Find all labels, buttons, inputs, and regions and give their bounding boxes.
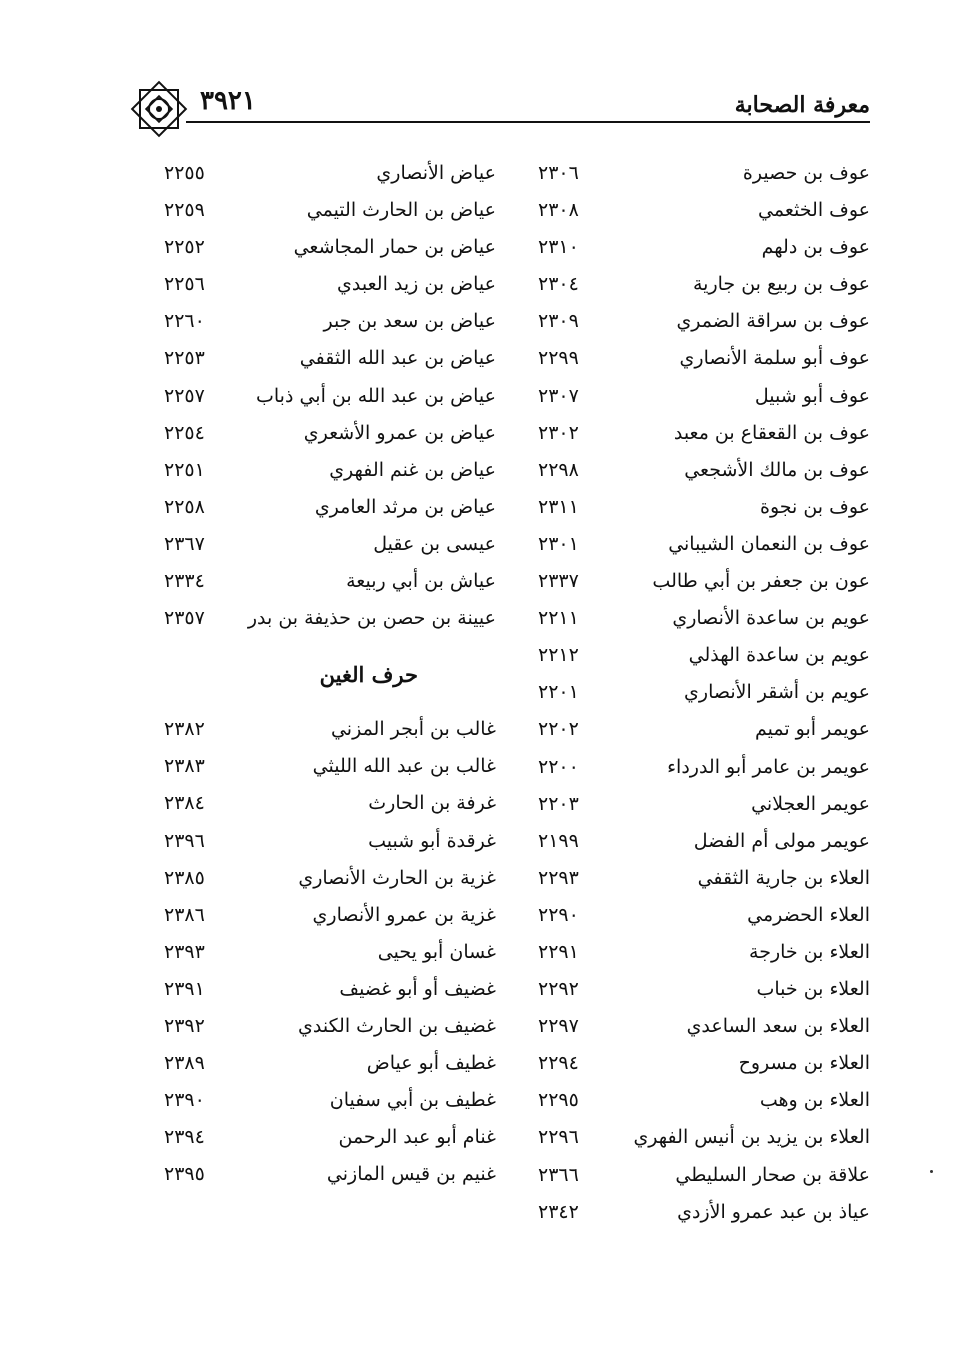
entry-number: ٢٢٥٣ bbox=[164, 347, 205, 370]
index-entry bbox=[130, 232, 500, 269]
entry-name: علاقة بن صحار السليطي bbox=[675, 1163, 870, 1186]
entry-name: عوف بن سراقة الضمري bbox=[676, 310, 870, 333]
index-entry bbox=[130, 1122, 500, 1159]
entry-number: ٢٣٥٧ bbox=[164, 607, 205, 630]
entry-number: ٢٣٩٥ bbox=[164, 1163, 205, 1186]
entry-name: عويم بن أشقر الأنصاري bbox=[684, 681, 870, 704]
entry-name: العلاء بن جارية الثقفي bbox=[697, 866, 870, 889]
index-entry bbox=[500, 677, 870, 714]
entry-name: عويم بن ساعدة الهذلي bbox=[688, 644, 870, 667]
entry-name: غطيف أبو عياض bbox=[366, 1052, 496, 1075]
index-entry bbox=[500, 158, 870, 195]
entry-number: ٢٣١١ bbox=[538, 495, 579, 518]
index-entry bbox=[500, 752, 870, 789]
entry-name: عويمر مولى أم الفضل bbox=[693, 829, 870, 852]
entry-number: ٢٢٩١ bbox=[538, 940, 579, 963]
entry-name: عياض بن عمرو الأشعري bbox=[303, 421, 496, 444]
entry-number: ٢٣٣٧ bbox=[538, 570, 579, 593]
index-entry bbox=[500, 1011, 870, 1048]
entry-number: ٢٢٩٦ bbox=[538, 1126, 579, 1149]
entry-number: ٢٣٨٦ bbox=[164, 903, 205, 926]
entry-name: غطيف بن أبي سفيان bbox=[329, 1089, 496, 1112]
entry-number: ٢٣٠٦ bbox=[538, 162, 579, 184]
entry-number: ٢٢٥٧ bbox=[164, 384, 205, 407]
index-entry bbox=[500, 195, 870, 232]
page-title: معرفة الصحابة bbox=[734, 92, 870, 118]
entry-number: ٢٢٥٩ bbox=[164, 199, 205, 222]
index-entry bbox=[130, 863, 500, 900]
index-entry bbox=[500, 1048, 870, 1085]
index-entry bbox=[130, 900, 500, 937]
entry-number: ٢٢٥٦ bbox=[164, 273, 205, 296]
entry-number: ٢٢١٢ bbox=[538, 644, 579, 667]
index-entry bbox=[130, 343, 500, 380]
entry-number: ٢٣٩١ bbox=[164, 977, 205, 1000]
entry-number: ٢٢٩٢ bbox=[538, 978, 579, 1001]
entry-number: ٢٢١١ bbox=[538, 607, 579, 630]
header-rule bbox=[186, 121, 870, 123]
index-entry bbox=[130, 1048, 500, 1085]
index-entry bbox=[500, 1197, 870, 1234]
entry-number: ٢٢٥٤ bbox=[164, 421, 205, 444]
entry-name: عون بن جعفر بن أبي طالب bbox=[652, 570, 870, 593]
entry-number: ٢٣٠٢ bbox=[538, 421, 579, 444]
index-entry bbox=[500, 529, 870, 566]
entry-name: عياض الأنصاري bbox=[376, 162, 496, 184]
index-entry bbox=[500, 1160, 870, 1197]
entry-number: ٢٣٩٢ bbox=[164, 1014, 205, 1037]
entry-name: العلاء بن مسروح bbox=[738, 1052, 870, 1075]
index-entry bbox=[130, 306, 500, 343]
index-entry bbox=[130, 381, 500, 418]
entry-name: عويمر بن عامر أبو الدرداء bbox=[667, 755, 870, 778]
entry-number: ٢٢٩٨ bbox=[538, 458, 579, 481]
entry-number: ٢٣٩٤ bbox=[164, 1126, 205, 1149]
entry-number: ٢٢٠٠ bbox=[538, 755, 579, 778]
entry-number: ٢٣٠٤ bbox=[538, 273, 579, 296]
index-entry bbox=[500, 492, 870, 529]
index-entry bbox=[130, 529, 500, 566]
entry-number: ٢٣٩٣ bbox=[164, 940, 205, 963]
stray-mark bbox=[930, 1170, 933, 1173]
entry-number: ٢٢٠٢ bbox=[538, 718, 579, 741]
entry-name: عياش بن أبي ربيعة bbox=[346, 570, 496, 593]
page-number: ٣٩٢١ bbox=[200, 86, 256, 116]
index-entry bbox=[500, 232, 870, 269]
entry-number: ٢٣٠١ bbox=[538, 532, 579, 555]
section-heading bbox=[130, 640, 500, 714]
entry-name: عياض بن عبد الله الثقفي bbox=[299, 347, 496, 370]
entry-name: عياذ بن عبد عمرو الأزدي bbox=[677, 1200, 870, 1223]
index-entry bbox=[130, 418, 500, 455]
entry-name: عياض بن سعد بن جبر bbox=[323, 310, 496, 333]
left-index-column bbox=[130, 158, 500, 1196]
index-entry bbox=[500, 826, 870, 863]
index-entry bbox=[500, 306, 870, 343]
index-entry bbox=[130, 566, 500, 603]
index-entry bbox=[500, 1122, 870, 1159]
index-entry bbox=[130, 751, 500, 788]
entry-name: عياض بن غنم الفهري bbox=[329, 458, 496, 481]
section-heading-title: حرف الغين bbox=[319, 662, 418, 688]
entry-name: غنام أبو عبد الرحمن bbox=[338, 1126, 496, 1149]
entry-name: غزية بن الحارث الأنصاري bbox=[298, 866, 496, 889]
entry-number: ٢٣٤٢ bbox=[538, 1200, 579, 1223]
index-entry bbox=[130, 714, 500, 751]
entry-number: ٢٢٩٠ bbox=[538, 903, 579, 926]
entry-number: ٢٣١٠ bbox=[538, 236, 579, 259]
entry-number: ٢٢٠١ bbox=[538, 681, 579, 704]
index-entry bbox=[500, 714, 870, 751]
index-entry bbox=[500, 566, 870, 603]
entry-number: ٢٣٨٥ bbox=[164, 866, 205, 889]
entry-name: غضيف أو أبو غضيف bbox=[339, 977, 496, 1000]
index-entry bbox=[130, 603, 500, 640]
index-entry bbox=[130, 788, 500, 825]
entry-name: غزية بن عمرو الأنصاري bbox=[312, 903, 496, 926]
index-entry bbox=[130, 455, 500, 492]
index-entry bbox=[130, 158, 500, 195]
index-entry bbox=[500, 900, 870, 937]
entry-number: ٢٢٥١ bbox=[164, 458, 205, 481]
entry-name: عياض بن عبد الله بن أبي ذباب bbox=[256, 384, 496, 407]
right-index-column bbox=[500, 158, 870, 1234]
entry-number: ٢٣٠٧ bbox=[538, 384, 579, 407]
entry-name: عياض بن حمار المجاشعي bbox=[293, 236, 496, 259]
index-entry bbox=[500, 269, 870, 306]
entry-number: ٢٣٨٩ bbox=[164, 1052, 205, 1075]
index-entry bbox=[130, 492, 500, 529]
index-entry bbox=[130, 269, 500, 306]
index-entry bbox=[130, 937, 500, 974]
entry-number: ٢٣٠٩ bbox=[538, 310, 579, 333]
index-entry bbox=[500, 381, 870, 418]
entry-number: ٢٣٨٣ bbox=[164, 755, 205, 778]
entry-number: ٢٢٩٥ bbox=[538, 1089, 579, 1112]
index-entry bbox=[130, 1011, 500, 1048]
entry-name: عوف الخثعمي bbox=[758, 199, 870, 222]
entry-number: ٢٣٦٦ bbox=[538, 1163, 579, 1186]
index-entry bbox=[500, 455, 870, 492]
entry-name: غرقدة أبو شبيب bbox=[368, 829, 496, 852]
index-entry bbox=[500, 418, 870, 455]
entry-name: غسان أبو يحيى bbox=[377, 940, 496, 963]
entry-name: غضيف بن الحارث الكندي bbox=[297, 1014, 496, 1037]
index-entry bbox=[500, 863, 870, 900]
entry-name: عوف بن النعمان الشيباني bbox=[668, 532, 870, 555]
entry-number: ٢٣٨٢ bbox=[164, 718, 205, 741]
entry-name: عياض بن الحارث التيمي bbox=[306, 199, 496, 222]
index-entry bbox=[500, 937, 870, 974]
entry-name: عيينة بن حصن بن حذيفة بن بدر bbox=[247, 607, 496, 630]
entry-number: ٢٢٩٧ bbox=[538, 1015, 579, 1038]
index-entry bbox=[130, 974, 500, 1011]
entry-number: ٢٢٦٠ bbox=[164, 310, 205, 333]
entry-name: عويمر أبو تميم bbox=[754, 718, 870, 741]
index-entry bbox=[500, 603, 870, 640]
entry-name: غالب بن عبد الله الليثي bbox=[312, 755, 496, 778]
entry-number: ٢٢٥٨ bbox=[164, 495, 205, 518]
entry-number: ٢٣٠٨ bbox=[538, 199, 579, 222]
entry-name: العلاء بن وهب bbox=[759, 1089, 870, 1112]
entry-name: غالب بن أبجر المزني bbox=[330, 718, 496, 741]
index-entry bbox=[500, 640, 870, 677]
entry-number: ٢٣٨٤ bbox=[164, 792, 205, 815]
entry-name: عوف بن دلهم bbox=[761, 236, 870, 259]
entry-name: العلاء الحضرمي bbox=[747, 903, 870, 926]
entry-number: ٢٢٠٣ bbox=[538, 792, 579, 815]
entry-name: عوف أبو سلمة الأنصاري bbox=[679, 347, 870, 370]
entry-name: العلاء بن خارجة bbox=[749, 940, 870, 963]
entry-number: ٢٣٩٦ bbox=[164, 829, 205, 852]
entry-name: عوف بن نجوة bbox=[759, 495, 870, 518]
index-entry bbox=[130, 195, 500, 232]
entry-name: عويم بن ساعدة الأنصاري bbox=[672, 607, 870, 630]
entry-number: ٢٢٩٩ bbox=[538, 347, 579, 370]
entry-number: ٢٣٩٠ bbox=[164, 1089, 205, 1112]
page-header bbox=[128, 84, 870, 126]
index-entry bbox=[500, 789, 870, 826]
entry-name: عياض بن زيد العبدي bbox=[337, 273, 496, 296]
entry-name: عوف بن القعقاع بن معبد bbox=[673, 421, 870, 444]
index-entry bbox=[130, 1159, 500, 1196]
index-entry bbox=[500, 1085, 870, 1122]
entry-name: غنيم بن قيس المازني bbox=[326, 1163, 496, 1186]
entry-name: عياض بن مرثد العامري bbox=[314, 495, 496, 518]
entry-name: العلاء بن يزيد بن أنيس الفهري bbox=[633, 1126, 870, 1149]
entry-number: ٢٣٣٤ bbox=[164, 570, 205, 593]
entry-name: غرفة بن الحارث bbox=[368, 792, 496, 815]
index-entry bbox=[500, 343, 870, 380]
octagonal-ornament-icon bbox=[128, 78, 190, 140]
entry-name: عوف بن ربيع بن جارية bbox=[692, 273, 870, 296]
entry-name: العلاء بن سعد الساعدي bbox=[686, 1015, 870, 1038]
entry-name: العلاء بن خباب bbox=[756, 978, 870, 1001]
index-entry bbox=[130, 826, 500, 863]
entry-name: عوف بن حصيرة bbox=[742, 162, 870, 184]
entry-number: ٢٣٦٧ bbox=[164, 532, 205, 555]
index-entry bbox=[130, 1085, 500, 1122]
entry-number: ٢٢٩٣ bbox=[538, 866, 579, 889]
entry-name: عوف بن مالك الأشجعي bbox=[684, 458, 870, 481]
entry-number: ٢١٩٩ bbox=[538, 829, 579, 852]
entry-name: عويمر العجلاني bbox=[751, 792, 870, 815]
entry-number: ٢٢٥٥ bbox=[164, 162, 205, 184]
entry-name: عوف أبو شبيل bbox=[754, 384, 870, 407]
index-entry bbox=[500, 974, 870, 1011]
entry-name: عيسى بن عقيل bbox=[373, 532, 496, 555]
entry-number: ٢٢٩٤ bbox=[538, 1052, 579, 1075]
entry-number: ٢٢٥٢ bbox=[164, 236, 205, 259]
